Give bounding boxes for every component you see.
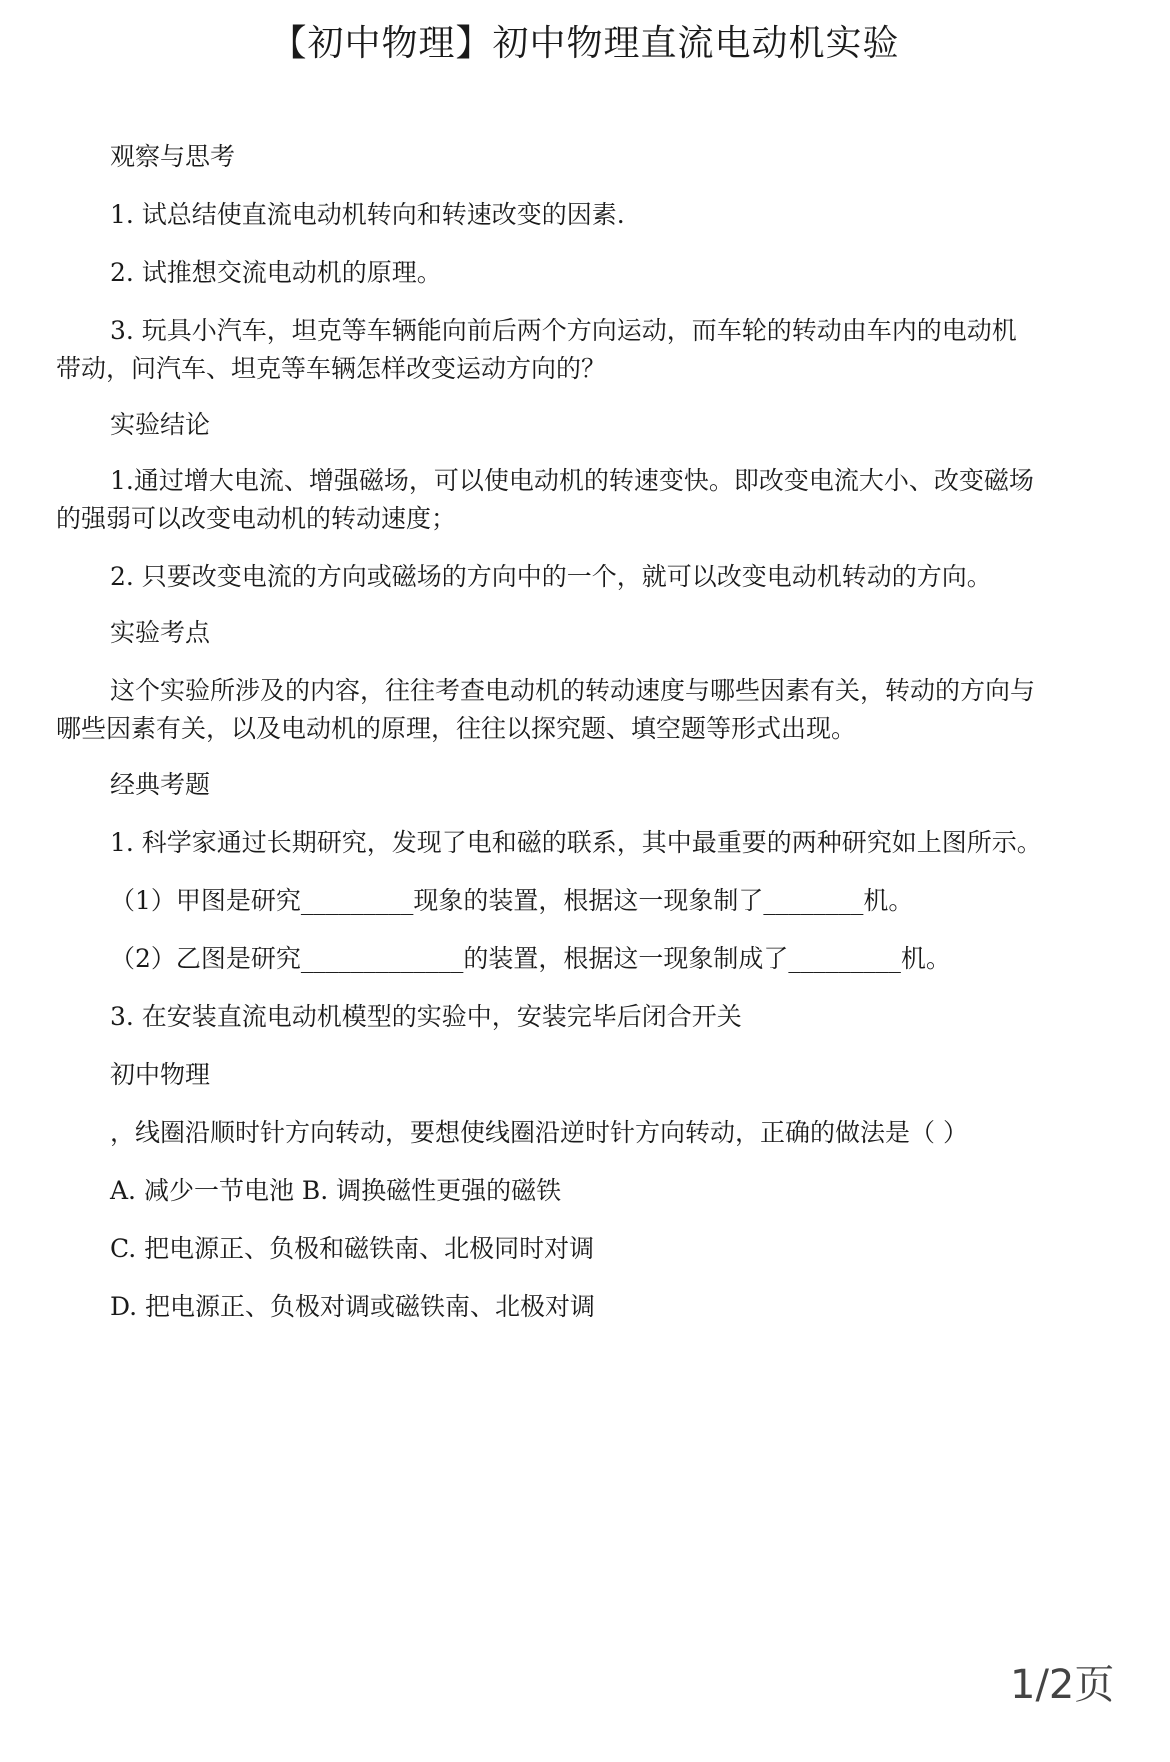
conclusion-1-line-1: 1.通过增大电流、增强磁场，可以使电动机的转速变快。即改变电流大小、改变磁场 [110, 466, 1034, 495]
points-line-1: 这个实验所涉及的内容，往往考查电动机的转动速度与哪些因素有关，转动的方向与 [110, 676, 1036, 705]
points-line-2: 哪些因素有关，以及电动机的原理，往往以探究题、填空题等形式出现。 [56, 714, 857, 743]
observe-question-2: 2. 试推想交流电动机的原理。 [110, 258, 442, 287]
exam-question-3-continued: ，线圈沿顺时针方向转动，要想使线圈沿逆时针方向转动，正确的做法是（ ） [110, 1118, 968, 1147]
option-d: D. 把电源正、负极对调或磁铁南、北极对调 [110, 1292, 596, 1321]
section-heading-exam: 经典考题 [110, 770, 211, 799]
exam-question-1-part-a: （1）甲图是研究_________现象的装置，根据这一现象制了________机。 [110, 886, 914, 915]
option-a-b: A. 减少一节电池 B. 调换磁性更强的磁铁 [110, 1176, 562, 1205]
observe-question-1: 1. 试总结使直流电动机转向和转速改变的因素. [110, 200, 625, 229]
conclusion-2: 2. 只要改变电流的方向或磁场的方向中的一个，就可以改变电动机转动的方向。 [110, 562, 992, 591]
section-heading-conclusion: 实验结论 [110, 410, 211, 439]
exam-question-1-part-b: （2）乙图是研究_____________的装置，根据这一现象制成了_________机。 [110, 944, 951, 973]
observe-question-3-line-1: 3. 玩具小汽车，坦克等车辆能向前后两个方向运动，而车轮的转动由车内的电动机 [110, 316, 1017, 345]
page-number: 1/2页 [1010, 1662, 1115, 1708]
conclusion-1-line-2: 的强弱可以改变电动机的转动速度； [56, 504, 457, 533]
exam-question-1: 1. 科学家通过长期研究，发现了电和磁的联系，其中最重要的两种研究如上图所示。 [110, 828, 1042, 857]
observe-question-3-line-2: 带动，问汽车、坦克等车辆怎样改变运动方向的？ [56, 354, 607, 383]
option-c: C. 把电源正、负极和磁铁南、北极同时对调 [110, 1234, 595, 1263]
section-heading-points: 实验考点 [110, 618, 211, 647]
exam-question-3: 3. 在安装直流电动机模型的实验中，安装完毕后闭合开关 [110, 1002, 742, 1031]
watermark-text: 初中物理 [110, 1060, 211, 1089]
document-title: 【初中物理】初中物理直流电动机实验 [270, 23, 900, 64]
section-heading-observe: 观察与思考 [110, 142, 236, 171]
